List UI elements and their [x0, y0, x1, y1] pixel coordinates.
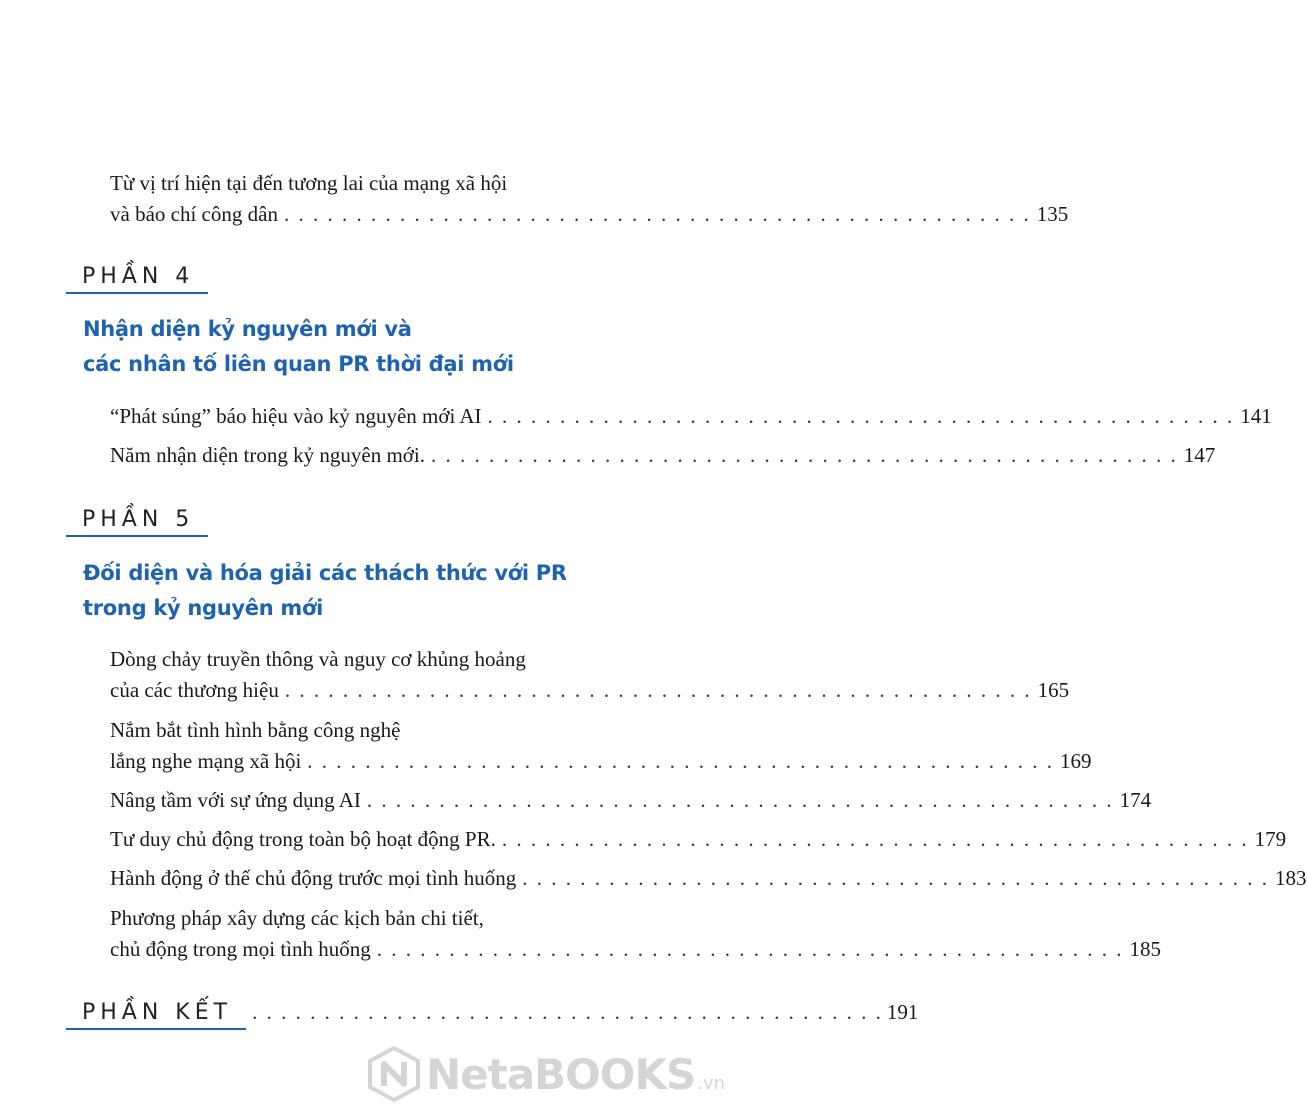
- part-4-title-line1: Nhận diện kỷ nguyên mới và: [83, 317, 412, 341]
- toc-entry-title-cont: lắng nghe mạng xã hội: [110, 749, 302, 773]
- part-4-title-line2: các nhân tố liên quan PR thời đại mới: [83, 352, 514, 376]
- part-5-title-line1: Đối diện và hóa giải các thách thức với PR: [83, 561, 567, 585]
- dot-leader: [522, 863, 1269, 894]
- toc-entry-ending[interactable]: [66, 998, 919, 1030]
- toc-entry-title-cont: chủ động trong mọi tình huống: [110, 937, 371, 961]
- watermark-tld: .vn: [697, 1073, 726, 1094]
- toc-entry-title-cont: và báo chí công dân: [110, 202, 278, 226]
- dot-leader: [252, 1000, 883, 1025]
- toc-entry[interactable]: [110, 824, 1287, 855]
- page-number: 135: [1036, 202, 1069, 226]
- page-number: 169: [1060, 749, 1092, 773]
- part-5-label: PHẦN 5: [66, 505, 208, 537]
- toc-entry[interactable]: [110, 903, 1161, 965]
- watermark-brand: NetaBOOKS: [426, 1049, 696, 1099]
- toc-entry[interactable]: [110, 440, 1216, 471]
- part-4-label: PHẦN 4: [66, 262, 208, 294]
- page-number: 185: [1129, 937, 1161, 961]
- watermark: [366, 1046, 725, 1102]
- toc-entry-title: Dòng chảy truyền thông và nguy cơ khủng hoảng: [110, 647, 526, 671]
- page-number: 165: [1037, 678, 1070, 702]
- dot-leader: [377, 934, 1124, 965]
- toc-entry[interactable]: [110, 863, 1307, 894]
- toc-entry[interactable]: [110, 168, 1069, 230]
- toc-entry-title-cont: của các thương hiệu: [110, 678, 279, 702]
- part-4-title: [83, 312, 514, 382]
- page-number: 183: [1275, 866, 1307, 890]
- dot-leader: [284, 199, 1031, 230]
- toc-entry[interactable]: [110, 715, 1092, 777]
- page-number: 191: [886, 1000, 919, 1024]
- toc-entry-title: Hành động ở thế chủ động trước mọi tình huống: [110, 866, 517, 890]
- part-5-title-line2: trong kỷ nguyên mới: [83, 596, 324, 620]
- toc-entry-title: “Phát súng” báo hiệu vào kỷ nguyên mới AI: [110, 404, 482, 428]
- toc-entry-title: Nắm bắt tình hình bằng công nghệ: [110, 718, 401, 742]
- dot-leader: [285, 675, 1032, 706]
- toc-entry-title: Phương pháp xây dựng các kịch bản chi tiết,: [110, 906, 484, 930]
- page-number: 174: [1119, 788, 1152, 812]
- dot-leader: [307, 746, 1054, 777]
- page-number: 141: [1240, 404, 1272, 428]
- toc-entry-title: Tư duy chủ động trong toàn bộ hoạt động PR.: [110, 827, 496, 851]
- dot-leader: [367, 785, 1114, 816]
- dot-leader: [431, 440, 1178, 471]
- toc-entry-title: Năm nhận diện trong kỷ nguyên mới.: [110, 443, 425, 467]
- dot-leader: [502, 824, 1249, 855]
- page-number: 147: [1183, 443, 1216, 467]
- dot-leader: [488, 401, 1235, 432]
- toc-entry-title: Nâng tầm với sự ứng dụng AI: [110, 788, 361, 812]
- netabooks-n-logo-icon: [366, 1046, 422, 1102]
- toc-entry[interactable]: [110, 401, 1272, 432]
- ending-label: PHẦN KẾT: [66, 998, 246, 1030]
- page-number: 179: [1254, 827, 1287, 851]
- part-5-title: [83, 556, 567, 626]
- toc-entry-title: Từ vị trí hiện tại đến tương lai của mạng xã hội: [110, 171, 508, 195]
- toc-entry[interactable]: [110, 785, 1152, 816]
- toc-entry[interactable]: [110, 644, 1070, 706]
